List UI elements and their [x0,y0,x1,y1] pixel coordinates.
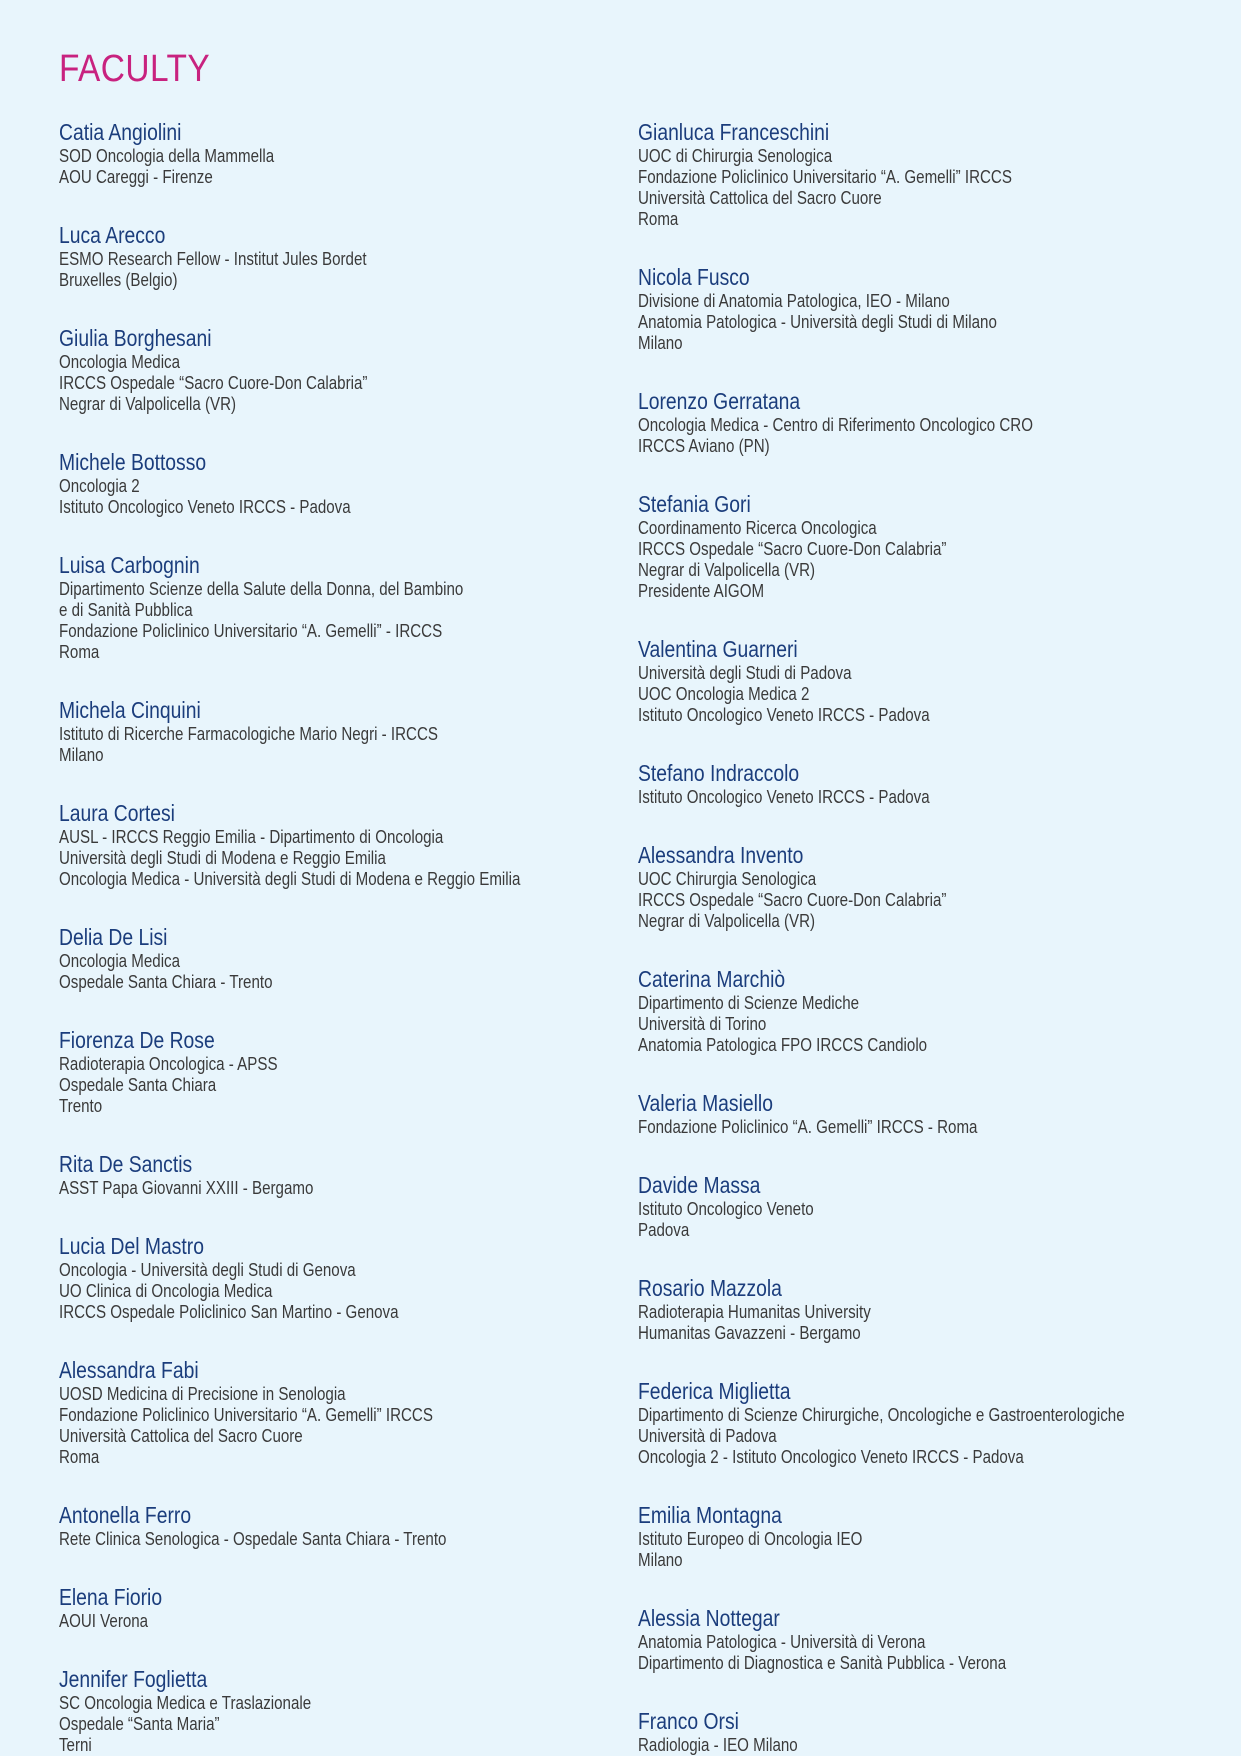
faculty-affiliation-line: Università degli Studi di Modena e Reggio Emilia [59,848,386,868]
faculty-entry [59,1151,313,1199]
faculty-name: Nicola Fusco [638,264,750,290]
faculty-affiliation-line: Università degli Studi di Padova [638,663,852,683]
faculty-affiliation-line: Fondazione Policlinico Universitario “A. Gemelli” IRCCS [59,1405,433,1425]
faculty-affiliation-line: Radiologia - IEO Milano [638,1735,798,1755]
faculty-affiliation-line: Milano [638,1550,683,1570]
faculty-entry [59,697,438,766]
faculty-affiliation-line: Anatomia Patologica FPO IRCCS Candiolo [638,1035,928,1055]
faculty-affiliation-line: Oncologia 2 [59,476,140,496]
faculty-affiliation-line: Anatomia Patologica - Università di Verona [638,1632,926,1652]
faculty-affiliation-line: ESMO Research Fellow - Institut Jules Bordet [59,249,367,269]
faculty-entry [638,1378,1125,1468]
faculty-name: Rosario Mazzola [638,1275,782,1301]
faculty-name: Lorenzo Gerratana [638,388,801,414]
faculty-entry [59,1357,433,1468]
faculty-affiliation-line: Roma [59,1447,100,1467]
faculty-affiliation-line: e di Sanità Pubblica [59,600,193,620]
faculty-name: Emilia Montagna [638,1502,782,1528]
faculty-affiliation-line: Oncologia Medica [59,951,181,971]
faculty-affiliation-line: Roma [59,642,100,662]
faculty-affiliation-line: Coordinamento Ricerca Oncologica [638,518,877,538]
faculty-name: Alessia Nottegar [638,1605,780,1631]
faculty-affiliation-line: Negrar di Valpolicella (VR) [638,560,816,580]
faculty-entry [638,760,930,808]
faculty-affiliation-line: Padova [638,1220,690,1240]
faculty-affiliation-line: UOC Chirurgia Senologica [638,869,817,889]
faculty-affiliation-line: Milano [638,333,683,353]
faculty-name: Alessandra Fabi [59,1357,199,1383]
faculty-entry [638,388,1033,457]
faculty-affiliation-line: Istituto Oncologico Veneto [638,1199,814,1219]
faculty-affiliation-line: Oncologia - Università degli Studi di Genova [59,1260,356,1280]
faculty-name: Davide Massa [638,1172,761,1198]
faculty-affiliation-line: Negrar di Valpolicella (VR) [638,911,816,931]
faculty-name: Franco Orsi [638,1708,739,1734]
faculty-entry [59,924,272,993]
faculty-affiliation-line: UOC di Chirurgia Senologica [638,146,833,166]
faculty-entry [59,1666,311,1756]
faculty-entry [59,1502,446,1550]
faculty-affiliation-line: IRCCS Ospedale “Sacro Cuore-Don Calabria” [638,890,947,910]
faculty-name: Valeria Masiello [638,1090,773,1116]
faculty-name: Luca Arecco [59,222,166,248]
faculty-name: Gianluca Franceschini [638,119,830,145]
faculty-entry [638,264,997,354]
page-title: FACULTY [59,48,211,90]
faculty-affiliation-line: IRCCS Aviano (PN) [638,436,770,456]
faculty-affiliation-line: Dipartimento di Scienze Mediche [638,993,860,1013]
faculty-entry [638,842,946,932]
faculty-affiliation-line: IRCCS Ospedale Policlinico San Martino - Genova [59,1302,399,1322]
faculty-name: Rita De Sanctis [59,1151,193,1177]
faculty-affiliation-line: Dipartimento di Diagnostica e Sanità Pubblica - Verona [638,1653,1007,1673]
faculty-entry [638,966,927,1056]
faculty-entry [638,1172,814,1241]
faculty-entry [638,1275,871,1344]
faculty-affiliation-line: UOSD Medicina di Precisione in Senologia [59,1384,346,1404]
faculty-entry [638,1090,977,1138]
faculty-affiliation-line: Rete Clinica Senologica - Ospedale Santa Chiara - Trento [59,1529,447,1549]
faculty-affiliation-line: Ospedale “Santa Maria” [59,1714,220,1734]
faculty-name: Caterina Marchiò [638,966,786,992]
faculty-affiliation-line: AOU Careggi - Firenze [59,167,213,187]
faculty-entry [59,325,367,415]
faculty-entry [59,800,520,890]
faculty-affiliation-line: Università di Torino [638,1014,767,1034]
faculty-affiliation-line: Divisione di Anatomia Patologica, IEO - Milano [638,291,950,311]
faculty-entry [59,1233,399,1323]
faculty-entry [59,1027,278,1117]
faculty-affiliation-line: SOD Oncologia della Mammella [59,146,275,166]
faculty-affiliation-line: Università Cattolica del Sacro Cuore [638,188,882,208]
faculty-affiliation-line: Oncologia Medica - Università degli Studi di Modena e Reggio Emilia [59,869,521,889]
faculty-name: Elena Fiorio [59,1584,163,1610]
faculty-entry [638,119,1012,230]
faculty-entry [59,449,351,518]
faculty-name: Jennifer Foglietta [59,1666,208,1692]
faculty-name: Delia De Lisi [59,924,168,950]
faculty-affiliation-line: Istituto Oncologico Veneto IRCCS - Padova [638,787,930,807]
faculty-name: Michele Bottosso [59,449,207,475]
faculty-name: Alessandra Invento [638,842,804,868]
faculty-affiliation-line: Negrar di Valpolicella (VR) [59,394,237,414]
faculty-affiliation-line: SC Oncologia Medica e Traslazionale [59,1693,312,1713]
faculty-affiliation-line: Università di Padova [638,1426,777,1446]
faculty-entry [59,1584,162,1632]
faculty-affiliation-line: Radioterapia Humanitas University [638,1302,871,1322]
faculty-name: Antonella Ferro [59,1502,192,1528]
faculty-entry [638,491,946,602]
faculty-affiliation-line: AUSL - IRCCS Reggio Emilia - Dipartimento di Oncologia [59,827,444,847]
faculty-name: Valentina Guarneri [638,636,798,662]
faculty-entry [638,1502,862,1571]
faculty-affiliation-line: Università Cattolica del Sacro Cuore [59,1426,303,1446]
faculty-affiliation-line: Istituto Oncologico Veneto IRCCS - Padova [638,705,930,725]
faculty-affiliation-line: Fondazione Policlinico Universitario “A. Gemelli” IRCCS [638,167,1012,187]
faculty-affiliation-line: Humanitas Gavazzeni - Bergamo [638,1323,861,1343]
faculty-affiliation-line: Fondazione Policlinico “A. Gemelli” IRCCS - Roma [638,1117,978,1137]
faculty-affiliation-line: Oncologia 2 - Istituto Oncologico Veneto IRCCS - Padova [638,1447,1024,1467]
faculty-affiliation-line: Oncologia Medica - Centro di Riferimento Oncologico CRO [638,415,1033,435]
faculty-affiliation-line: ASST Papa Giovanni XXIII - Bergamo [59,1178,314,1198]
faculty-name: Lucia Del Mastro [59,1233,204,1259]
faculty-affiliation-line: UO Clinica di Oncologia Medica [59,1281,273,1301]
faculty-entry [638,1708,798,1756]
faculty-affiliation-line: Anatomia Patologica - Università degli Studi di Milano [638,312,997,332]
faculty-affiliation-line: Dipartimento Scienze della Salute della Donna, del Bambino [59,579,464,599]
faculty-affiliation-line: Roma [638,209,679,229]
faculty-name: Luisa Carbognin [59,552,200,578]
faculty-entry [59,222,367,291]
faculty-name: Stefano Indraccolo [638,760,800,786]
faculty-affiliation-line: Presidente AIGOM [638,581,765,601]
faculty-name: Laura Cortesi [59,800,175,826]
faculty-affiliation-line: Ospedale Santa Chiara - Trento [59,972,273,992]
faculty-affiliation-line: UOC Oncologia Medica 2 [638,684,810,704]
faculty-name: Stefania Gori [638,491,751,517]
faculty-entry [638,636,930,726]
faculty-affiliation-line: IRCCS Ospedale “Sacro Cuore-Don Calabria” [638,539,947,559]
faculty-name: Federica Miglietta [638,1378,791,1404]
faculty-affiliation-line: AOUI Verona [59,1611,149,1631]
faculty-affiliation-line: IRCCS Ospedale “Sacro Cuore-Don Calabria” [59,373,368,393]
faculty-affiliation-line: Oncologia Medica [59,352,181,372]
faculty-entry [59,119,274,188]
faculty-entry [59,552,463,663]
faculty-entry [638,1605,1006,1674]
faculty-affiliation-line: Istituto Oncologico Veneto IRCCS - Padova [59,497,351,517]
faculty-affiliation-line: Istituto di Ricerche Farmacologiche Mario Negri - IRCCS [59,724,438,744]
faculty-name: Giulia Borghesani [59,325,212,351]
faculty-affiliation-line: Milano [59,745,104,765]
faculty-affiliation-line: Fondazione Policlinico Universitario “A. Gemelli” - IRCCS [59,621,443,641]
faculty-affiliation-line: Ospedale Santa Chiara [59,1075,217,1095]
faculty-affiliation-line: Bruxelles (Belgio) [59,270,178,290]
faculty-affiliation-line: Istituto Europeo di Oncologia IEO [638,1529,863,1549]
faculty-affiliation-line: Dipartimento di Scienze Chirurgiche, Oncologiche e Gastroenterologiche [638,1405,1125,1425]
faculty-name: Michela Cinquini [59,697,201,723]
faculty-name: Fiorenza De Rose [59,1027,215,1053]
faculty-name: Catia Angiolini [59,119,182,145]
faculty-affiliation-line: Trento [59,1096,103,1116]
faculty-affiliation-line: Terni [59,1735,92,1755]
faculty-affiliation-line: Radioterapia Oncologica - APSS [59,1054,278,1074]
